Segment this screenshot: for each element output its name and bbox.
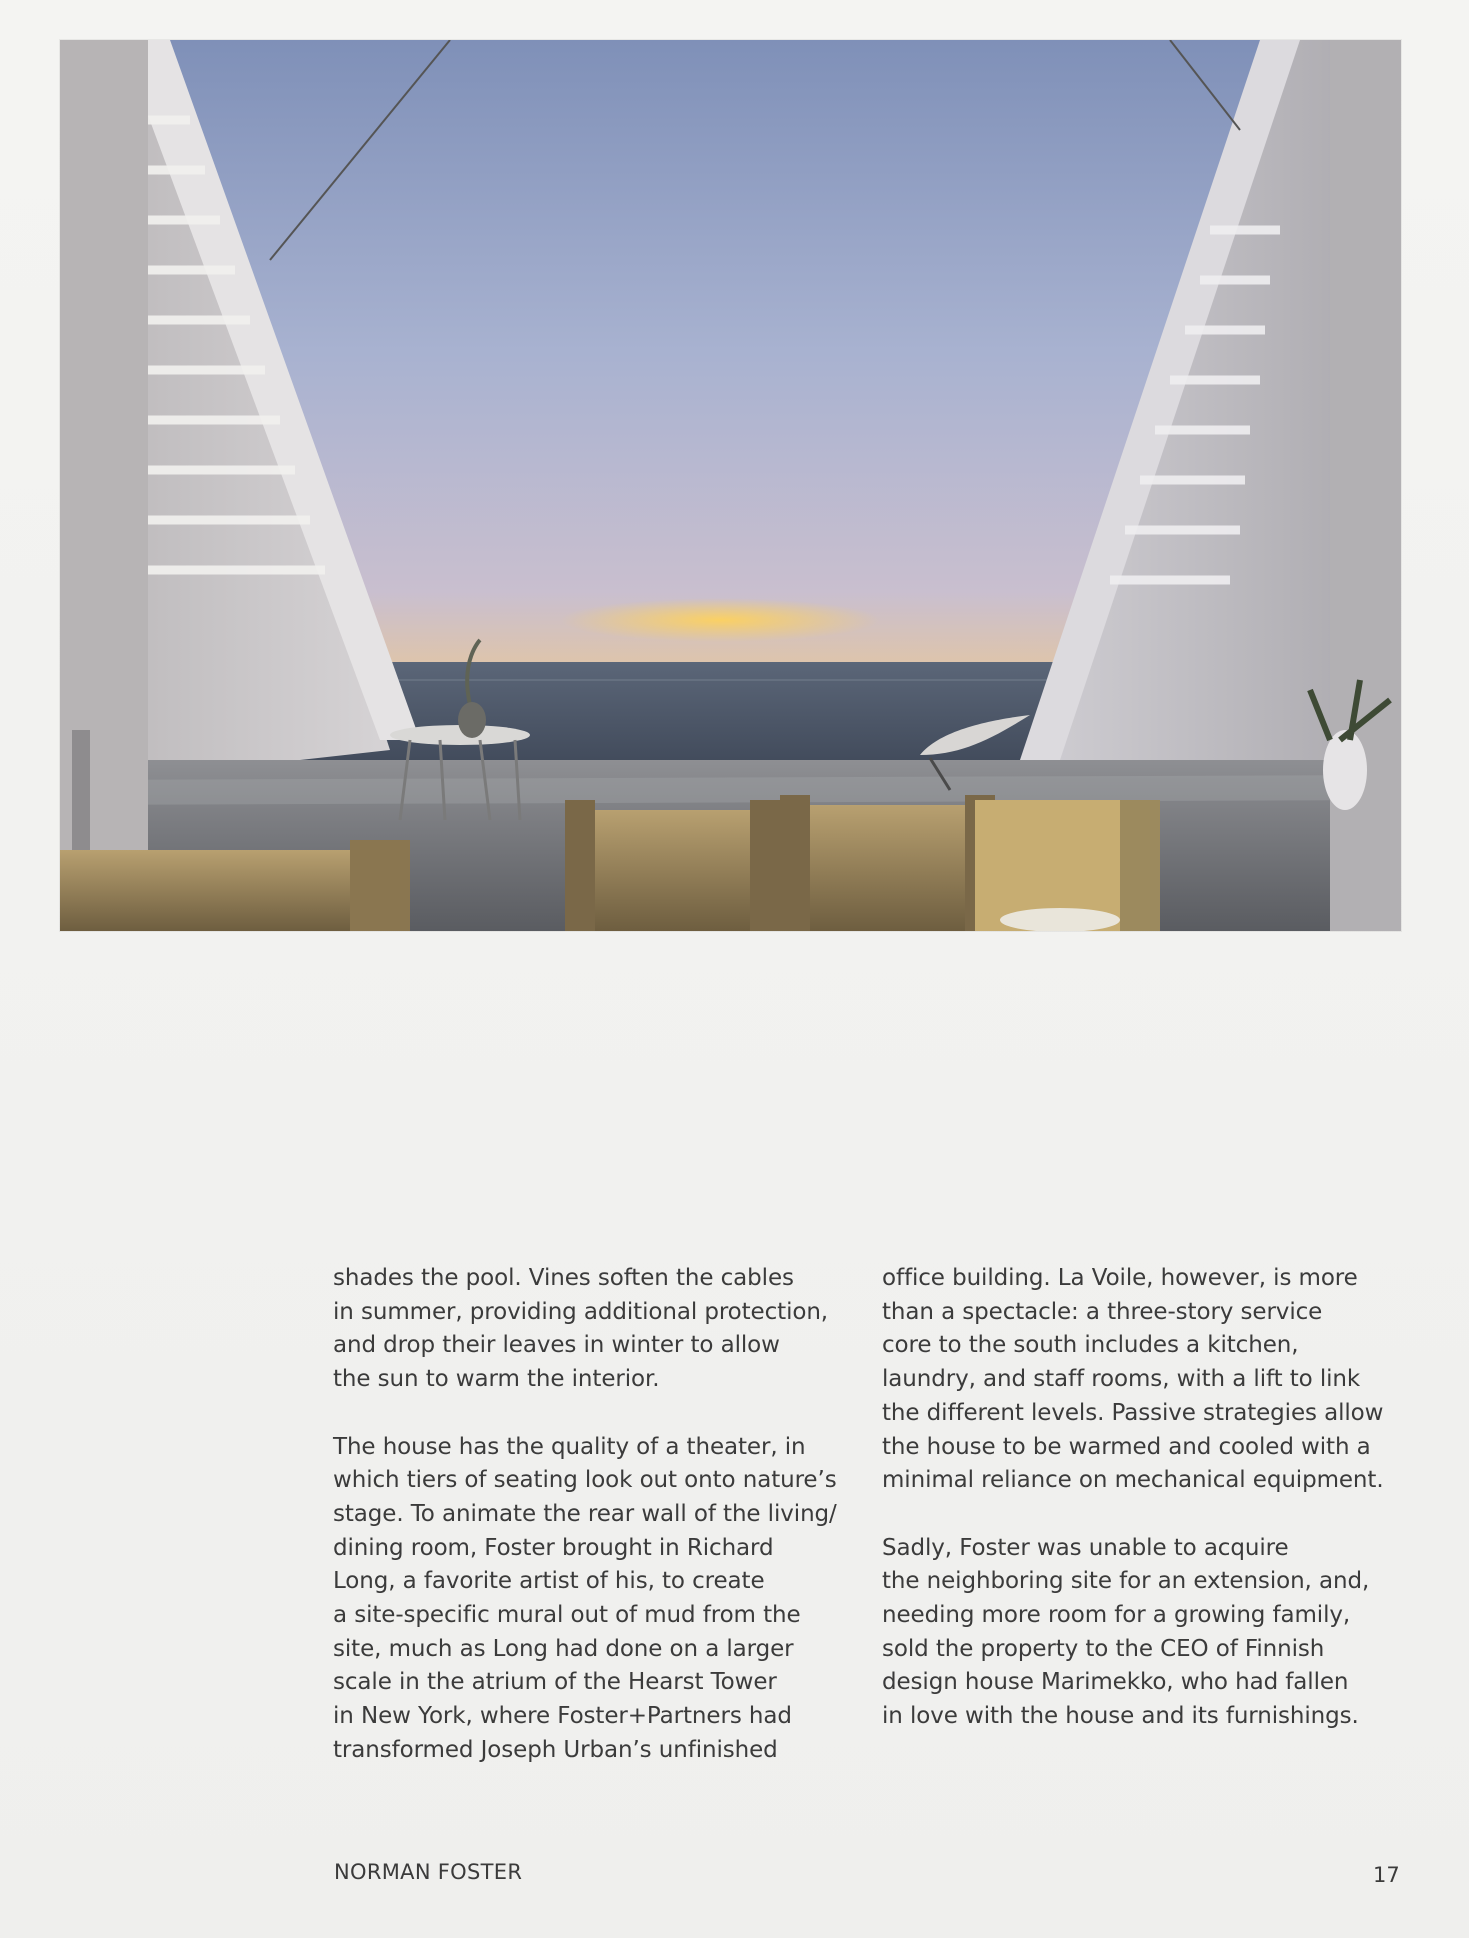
paragraph [882,1532,1402,1734]
text-line: shades the pool. Vines soften the cables [333,1265,794,1291]
text-line: design house Marimekko, who had fallen [882,1669,1349,1696]
text-line: Long, a favorite artist of his, to create [333,1568,765,1595]
page-number: 17 [1373,1863,1400,1887]
text-line: office building. La Voile, however, is more [882,1265,1358,1291]
text-line: sold the property to the CEO of Finnish [882,1635,1325,1662]
text-line: needing more room for a growing family, [882,1602,1351,1629]
text-line: a site-specific mural out of mud from the [333,1602,801,1629]
left-text-column [333,1262,853,1801]
text-line: site, much as Long had done on a larger [333,1635,794,1662]
photograph-icon [60,40,1401,931]
text-line: the house to be warmed and cooled with a [882,1433,1371,1460]
text-line: scale in the atrium of the Hearst Tower [333,1669,777,1696]
running-footer-author: NORMAN FOSTER [334,1860,523,1884]
text-line: core to the south includes a kitchen, [882,1332,1299,1359]
text-line: transformed Joseph Urban’s unfinished [333,1736,778,1763]
text-line: Sadly, Foster was unable to acquire [882,1534,1289,1561]
text-line: the sun to warm the interior. [333,1366,660,1393]
text-line: the neighboring site for an extension, and, [882,1568,1370,1595]
text-line: minimal reliance on mechanical equipment. [882,1467,1384,1494]
text-line: the different levels. Passive strategies allow [882,1399,1384,1426]
text-line: than a spectacle: a three-story service [882,1298,1323,1325]
text-line: in New York, where Foster+Partners had [333,1703,792,1730]
text-line: dining room, Foster brought in Richard [333,1534,774,1561]
interior-sea-view-photo [60,40,1401,931]
text-line: in love with the house and its furnishings. [882,1703,1359,1730]
paragraph [333,1262,853,1397]
text-line: stage. To animate the rear wall of the living/ [333,1500,837,1527]
paragraph [333,1431,853,1768]
text-line: which tiers of seating look out onto nature’s [333,1467,837,1494]
text-line: laundry, and staff rooms, with a lift to link [882,1366,1361,1393]
text-line: in summer, providing additional protection, [333,1298,829,1325]
text-line: and drop their leaves in winter to allow [333,1332,780,1359]
paragraph [882,1262,1402,1498]
right-text-column [882,1262,1402,1768]
text-line: The house has the quality of a theater, in [333,1433,806,1460]
